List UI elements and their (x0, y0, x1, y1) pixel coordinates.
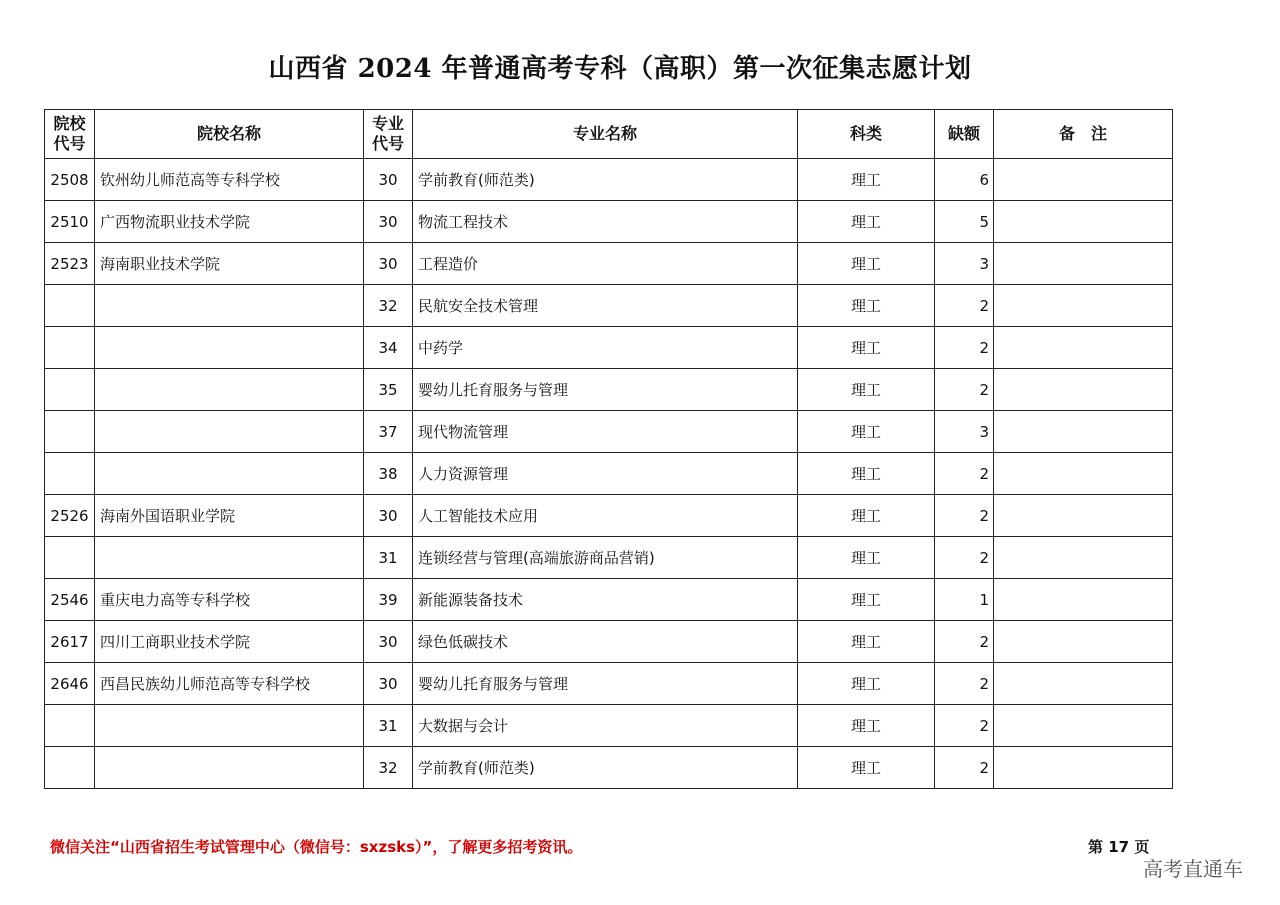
cell-school-code (45, 537, 95, 579)
cell-remarks (994, 495, 1173, 537)
cell-major-code: 30 (364, 663, 413, 705)
cell-major-code: 38 (364, 453, 413, 495)
cell-subject: 理工 (798, 411, 935, 453)
cell-major-code: 37 (364, 411, 413, 453)
cell-major-name: 中药学 (413, 327, 798, 369)
enrollment-plan-table (44, 109, 1173, 789)
cell-remarks (994, 705, 1173, 747)
cell-major-name: 学前教育(师范类) (413, 747, 798, 789)
cell-vacancy: 2 (935, 453, 994, 495)
cell-school-name: 钦州幼儿师范高等专科学校 (95, 159, 364, 201)
cell-vacancy: 2 (935, 663, 994, 705)
cell-major-name: 绿色低碳技术 (413, 621, 798, 663)
cell-school-code (45, 327, 95, 369)
cell-school-code (45, 453, 95, 495)
cell-major-name: 大数据与会计 (413, 705, 798, 747)
cell-major-name: 学前教育(师范类) (413, 159, 798, 201)
table-row (45, 453, 1173, 495)
cell-school-code (45, 285, 95, 327)
header-school-code: 院校 代号 (45, 110, 95, 159)
cell-subject: 理工 (798, 369, 935, 411)
cell-major-code: 31 (364, 705, 413, 747)
cell-subject: 理工 (798, 663, 935, 705)
cell-remarks (994, 327, 1173, 369)
cell-major-code: 30 (364, 621, 413, 663)
cell-subject: 理工 (798, 201, 935, 243)
page-title: 山西省 2024 年普通高考专科（高职）第一次征集志愿计划 (268, 54, 972, 84)
cell-vacancy: 2 (935, 495, 994, 537)
cell-vacancy: 6 (935, 159, 994, 201)
cell-remarks (994, 285, 1173, 327)
cell-major-name: 连锁经营与管理(高端旅游商品营销) (413, 537, 798, 579)
cell-remarks (994, 621, 1173, 663)
cell-school-name (95, 705, 364, 747)
table-row (45, 243, 1173, 285)
cell-school-name (95, 327, 364, 369)
cell-vacancy: 2 (935, 327, 994, 369)
cell-major-code: 30 (364, 159, 413, 201)
table-row (45, 159, 1173, 201)
table-row (45, 285, 1173, 327)
cell-major-code: 32 (364, 285, 413, 327)
cell-remarks (994, 159, 1173, 201)
table-row (45, 621, 1173, 663)
cell-school-code (45, 369, 95, 411)
header-major-code: 专业 代号 (364, 110, 413, 159)
cell-remarks (994, 537, 1173, 579)
cell-school-code: 2510 (45, 201, 95, 243)
cell-vacancy: 2 (935, 621, 994, 663)
cell-vacancy: 3 (935, 243, 994, 285)
cell-subject: 理工 (798, 243, 935, 285)
cell-major-name: 工程造价 (413, 243, 798, 285)
cell-vacancy: 3 (935, 411, 994, 453)
cell-remarks (994, 369, 1173, 411)
cell-school-name: 西昌民族幼儿师范高等专科学校 (95, 663, 364, 705)
cell-school-name (95, 453, 364, 495)
table-row (45, 579, 1173, 621)
cell-school-name: 四川工商职业技术学院 (95, 621, 364, 663)
cell-vacancy: 2 (935, 285, 994, 327)
cell-major-name: 婴幼儿托育服务与管理 (413, 369, 798, 411)
table-row (45, 201, 1173, 243)
cell-major-code: 34 (364, 327, 413, 369)
cell-school-name: 海南外国语职业学院 (95, 495, 364, 537)
cell-vacancy: 2 (935, 537, 994, 579)
cell-major-code: 30 (364, 495, 413, 537)
watermark: 高考直通车 (1143, 857, 1243, 881)
cell-subject: 理工 (798, 327, 935, 369)
cell-remarks (994, 663, 1173, 705)
cell-vacancy: 5 (935, 201, 994, 243)
table-row (45, 411, 1173, 453)
cell-school-name (95, 369, 364, 411)
cell-major-name: 现代物流管理 (413, 411, 798, 453)
cell-subject: 理工 (798, 705, 935, 747)
header-school-name: 院校名称 (95, 110, 364, 159)
cell-school-code (45, 411, 95, 453)
cell-subject: 理工 (798, 621, 935, 663)
footer-note: 微信关注“山西省招生考试管理中心（微信号：sxzsks）”，了解更多招考资讯。 (50, 838, 583, 856)
cell-major-code: 39 (364, 579, 413, 621)
table-row (45, 495, 1173, 537)
table-row (45, 327, 1173, 369)
table-row (45, 537, 1173, 579)
header-vacancy: 缺额 (935, 110, 994, 159)
cell-remarks (994, 201, 1173, 243)
cell-school-code: 2546 (45, 579, 95, 621)
cell-school-code (45, 705, 95, 747)
cell-major-code: 31 (364, 537, 413, 579)
cell-school-code: 2646 (45, 663, 95, 705)
cell-subject: 理工 (798, 285, 935, 327)
header-remarks: 备 注 (994, 110, 1173, 159)
cell-vacancy: 2 (935, 369, 994, 411)
cell-school-name: 广西物流职业技术学院 (95, 201, 364, 243)
header-major-name: 专业名称 (413, 110, 798, 159)
cell-major-code: 32 (364, 747, 413, 789)
cell-major-code: 30 (364, 201, 413, 243)
cell-vacancy: 1 (935, 579, 994, 621)
cell-subject: 理工 (798, 747, 935, 789)
cell-school-code (45, 747, 95, 789)
table-row (45, 369, 1173, 411)
cell-remarks (994, 747, 1173, 789)
cell-subject: 理工 (798, 159, 935, 201)
table-body (45, 159, 1173, 789)
cell-remarks (994, 453, 1173, 495)
cell-subject: 理工 (798, 495, 935, 537)
header-row (45, 110, 1173, 159)
cell-vacancy: 2 (935, 747, 994, 789)
cell-vacancy: 2 (935, 705, 994, 747)
cell-major-name: 人工智能技术应用 (413, 495, 798, 537)
cell-major-name: 物流工程技术 (413, 201, 798, 243)
cell-major-code: 35 (364, 369, 413, 411)
cell-subject: 理工 (798, 537, 935, 579)
header-subject: 科类 (798, 110, 935, 159)
cell-remarks (994, 243, 1173, 285)
cell-major-name: 新能源装备技术 (413, 579, 798, 621)
cell-school-name (95, 747, 364, 789)
cell-major-name: 人力资源管理 (413, 453, 798, 495)
cell-remarks (994, 411, 1173, 453)
page-number: 第 17 页 (1088, 838, 1150, 856)
cell-school-code: 2508 (45, 159, 95, 201)
cell-subject: 理工 (798, 453, 935, 495)
table-row (45, 705, 1173, 747)
cell-major-code: 30 (364, 243, 413, 285)
cell-school-name (95, 411, 364, 453)
cell-school-name: 海南职业技术学院 (95, 243, 364, 285)
table-row (45, 747, 1173, 789)
cell-school-code: 2523 (45, 243, 95, 285)
cell-school-code: 2526 (45, 495, 95, 537)
cell-major-name: 民航安全技术管理 (413, 285, 798, 327)
cell-subject: 理工 (798, 579, 935, 621)
cell-school-code: 2617 (45, 621, 95, 663)
cell-school-name (95, 285, 364, 327)
cell-school-name (95, 537, 364, 579)
table-row (45, 663, 1173, 705)
cell-remarks (994, 579, 1173, 621)
cell-school-name: 重庆电力高等专科学校 (95, 579, 364, 621)
cell-major-name: 婴幼儿托育服务与管理 (413, 663, 798, 705)
